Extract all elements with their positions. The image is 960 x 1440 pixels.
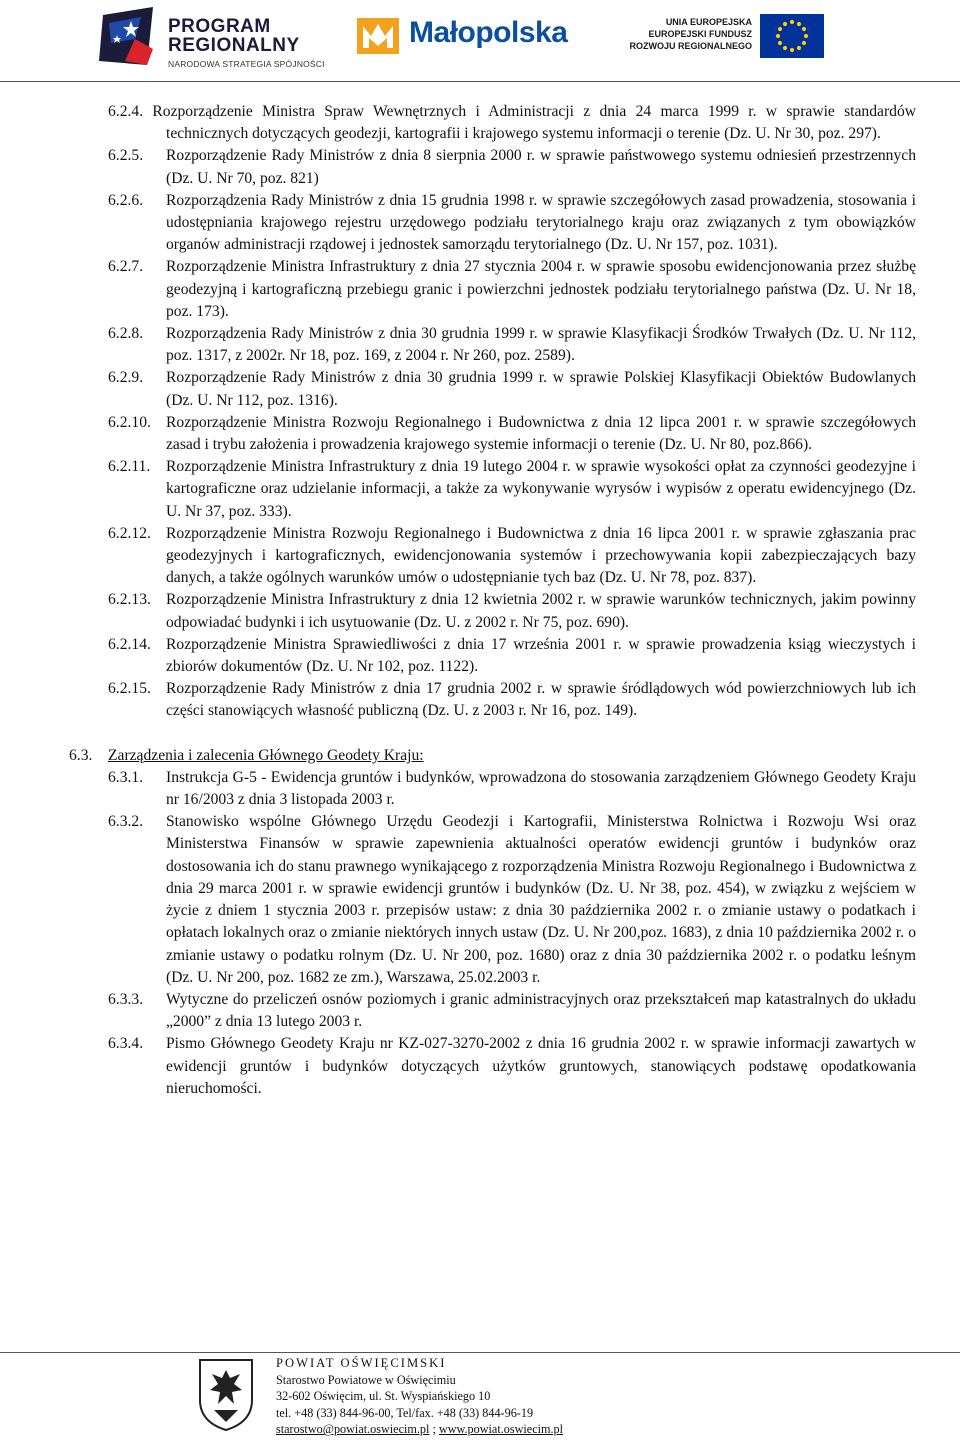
footer-divider: [0, 1352, 960, 1353]
malopolska-emblem-icon: [357, 14, 403, 58]
entry-text: Rozporządzenia Rady Ministrów z dnia 30 grudnia 1999 r. w sprawie Klasyfikacji Środków Trwałych (Dz. U. Nr 112, poz. 1317, z 2002r. Nr 18, poz. 169, z 2004 r. Nr 260, poz. 2589).: [166, 325, 916, 365]
entry-text: Rozporządzenie Ministra Sprawiedliwości z dnia 17 września 2001 r. w sprawie prowadzenia ksiąg wieczystych i zbiorów dokumentów (Dz. U. Nr 102, poz. 1122).: [166, 635, 916, 676]
entry-text: Rozporządzenie Rady Ministrów z dnia 30 grudnia 1999 r. w sprawie Polskiej Klasyfikacji Obiektów Budowlanych (Dz. U. Nr 112, poz. 1316).: [166, 369, 916, 409]
entry-text: Instrukcja G-5 - Ewidencja gruntów i budynków, wprowadzona do stosowania zarządzeniem Głównego Geodety Kraju nr 16/2003 z dnia 3 listopada 2003 r.: [166, 768, 916, 809]
entry-number: 6.3.4.: [108, 1035, 144, 1053]
section-title: Zarządzenia i zalecenia Głównego Geodety Kraju:: [108, 746, 424, 764]
entry-text: Pismo Głównego Geodety Kraju nr KZ-027-3270-2002 z dnia 16 grudnia 2002 r. w sprawie informacji zawartych w ewidencji gruntów i budynków dotyczących użytków gruntowych, stanowiących podstawę opodatkowania nieruchomości.: [166, 1035, 916, 1097]
list-item: [0, 256, 960, 323]
eu-flag-icon: [760, 14, 824, 58]
entry-text: Rozporządzenie Ministra Rozwoju Regionalnego i Budownictwa z dnia 16 lipca 2001 r. w sprawie zgłaszania prac geodezyjnych i kartograficznych, ewidencjonowania systemów i przechowywania kopii zabezpieczających bazy danych, a także ogólnych warunków umów o udostępnianie tych baz (Dz. U. Nr 78, poz. 837).: [166, 524, 916, 587]
regionalny-label: REGIONALNY: [168, 35, 300, 56]
entry-text: 6.2.4. Rozporządzenie Ministra Spraw Wewnętrznych i Administracji z dnia 24 marca 1999 r. w sprawie standardów technicznych dotyczących geodezji, kartografii i krajowego systemu informacji o terenie (Dz. U. Nr 30, poz. 297).: [108, 103, 916, 143]
entry-number: 6.2.5.: [108, 147, 144, 165]
entry-text: Rozporządzenie Rady Ministrów z dnia 8 sierpnia 2000 r. w sprawie państwowego systemu odniesień przestrzennych (Dz. U. Nr 70, poz. 821): [166, 147, 916, 187]
entry-text: Rozporządzenie Ministra Rozwoju Regionalnego i Budownictwa z dnia 12 lipca 2001 r. w sprawie szczegółowych zasad i trybu założenia i prowadzenia krajowego systemie informacji o terenie (Dz. U. Nr 80, poz.866).: [166, 413, 916, 454]
footer-email-link[interactable]: starostwo@powiat.oswiecim.pl: [276, 1422, 430, 1437]
list-item: [0, 589, 960, 633]
list-item: [0, 523, 960, 590]
section-number: 6.3.: [69, 746, 93, 764]
entry-text: Rozporządzenie Ministra Infrastruktury z dnia 27 stycznia 2004 r. w sprawie sposobu ewidencjonowania przez służbę geodezyjną i kartograficzną przebiegu granic i powierzchni jednostek podziału terytorialnego państwa (Dz. U. Nr 18, poz. 173).: [166, 258, 916, 320]
entry-number: 6.2.13.: [108, 591, 151, 609]
header-logos: [0, 0, 960, 78]
entry-number: 6.3.3.: [108, 990, 144, 1008]
malopolska-label: Małopolska: [409, 16, 568, 49]
entry-number: 6.3.1.: [108, 768, 144, 786]
footer-phone: tel. +48 (33) 844-96-00, Tel/fax. +48 (33) 844-96-19: [276, 1405, 534, 1420]
list-item: [0, 367, 960, 411]
entry-number: 6.2.9.: [108, 369, 144, 387]
entry-text: Rozporządzenia Rady Ministrów z dnia 15 grudnia 1998 r. w sprawie szczegółowych zasad prowadzenia, stosowania i udostępniania krajowego rejestru urzędowego podziału terytorialnego kraju oraz związanych z tym obowiązków organów administracji rządowej i jednostek samorządu terytorialnego (Dz. U. Nr 157, poz. 1031).: [166, 191, 916, 254]
strategia-label: NARODOWA STRATEGIA SPÓJNOŚCI: [168, 59, 325, 69]
eu-line1: UNIA EUROPEJSKA: [665, 17, 752, 27]
entry-text: Rozporządzenie Ministra Infrastruktury z dnia 12 kwietnia 2002 r. w sprawie warunków technicznych, jakim powinny odpowiadać budynki i ich usytuowanie (Dz. U. z 2002 r. Nr 75, poz. 690).: [166, 591, 916, 631]
list-item: [0, 811, 960, 989]
footer: [0, 1352, 960, 1440]
list-item: [0, 678, 960, 722]
entry-text: Wytyczne do przeliczeń osnów poziomych i granic administracyjnych oraz przekształceń map katastralnych do układu „2000” z dnia 13 lutego 2003 r.: [166, 990, 916, 1031]
footer-contact: [276, 1421, 563, 1438]
eu-logo: [612, 14, 827, 60]
eu-line3: ROZWOJU REGIONALNEGO: [629, 41, 752, 51]
program-regionalny-emblem-icon: [95, 5, 163, 73]
list-item: [0, 145, 960, 189]
footer-office: Starostwo Powiatowe w Oświęcimiu: [276, 1372, 456, 1387]
footer-address: 32-602 Oświęcim, ul. St. Wyspiańskiego 10: [276, 1389, 491, 1404]
list-item: [0, 190, 960, 257]
list-item: [0, 989, 960, 1033]
entry-number: 6.2.10.: [108, 413, 151, 431]
entry-number: 6.2.8.: [108, 325, 144, 343]
list-item: [0, 767, 960, 811]
coat-of-arms-icon: [196, 1356, 256, 1432]
entry-text: Rozporządzenie Rady Ministrów z dnia 17 grudnia 2002 r. w sprawie śródlądowych wód powierzchniowych lub ich części stanowiących własność publiczną (Dz. U. z 2003 r. Nr 16, poz. 149).: [166, 680, 916, 720]
list-item: [0, 101, 960, 145]
eu-line2: EUROPEJSKI FUNDUSZ: [648, 29, 752, 39]
entry-number: 6.2.6.: [108, 191, 144, 209]
malopolska-logo: [357, 14, 587, 58]
program-regionalny-logo: [95, 5, 335, 73]
list-item: [0, 634, 960, 678]
entry-number: 6.2.15.: [108, 680, 151, 698]
document-body: [0, 101, 960, 1100]
entry-number: 6.3.2.: [108, 813, 144, 831]
list-item: [0, 1033, 960, 1100]
footer-www-link[interactable]: www.powiat.oswiecim.pl: [438, 1422, 564, 1437]
entry-text: Rozporządzenie Ministra Infrastruktury z dnia 19 lutego 2004 r. w sprawie wysokości opłat za czynności geodezyjne i kartograficzne oraz udzielanie informacji, a także za wykonywanie wyrysów i wypisów z operatu ewidencyjnego (Dz. U. Nr 37, poz. 333).: [166, 458, 916, 520]
footer-separator: ;: [429, 1422, 439, 1437]
entry-text: Stanowisko wspólne Głównego Urzędu Geodezji i Kartografii, Ministerstwa Rolnictwa i Rozwoju Wsi oraz Ministerstwa Finansów w sprawie zapewnienia aktualności operatów ewidencji gruntów i budynków oraz dostosowania ich do stanu prawnego wynikającego z rozporządzenia Ministra Rozwoju Regionalnego i Budownictwa z dnia 29 marca 2001 r. w sprawie ewidencji gruntów i budynków (Dz. U. Nr 38, poz. 454), w związku z wejściem w życie z dniem 1 stycznia 2003 r. przepisów ustaw: z dnia 30 października 2002 r. o zmianie ustawy o podatkach i opłatach lokalnych oraz o zmianie niektórych innych ustaw (Dz. U. Nr 200,poz. 1683), z dnia 10 października 2002 r. o zmianie ustawy o podatku rolnym (Dz. U. Nr 200, poz. 1680) oraz z dnia 30 października 2002 r. o podatku leśnym (Dz. U. Nr 200, poz. 1682 ze zm.), Warszawa, 25.02.2003 r.: [166, 813, 916, 986]
entry-number: 6.2.12.: [108, 524, 151, 542]
list-item: [0, 412, 960, 456]
section-heading: [0, 745, 960, 767]
list-item: [0, 323, 960, 367]
entry-number: 6.2.7.: [108, 258, 144, 276]
header-divider: [0, 81, 960, 82]
entry-number: 6.2.11.: [108, 458, 151, 476]
program-label: PROGRAM: [168, 16, 271, 37]
footer-title: POWIAT OŚWIĘCIMSKI: [276, 1356, 447, 1370]
list-item: [0, 456, 960, 523]
entry-number: 6.2.14.: [108, 635, 151, 653]
